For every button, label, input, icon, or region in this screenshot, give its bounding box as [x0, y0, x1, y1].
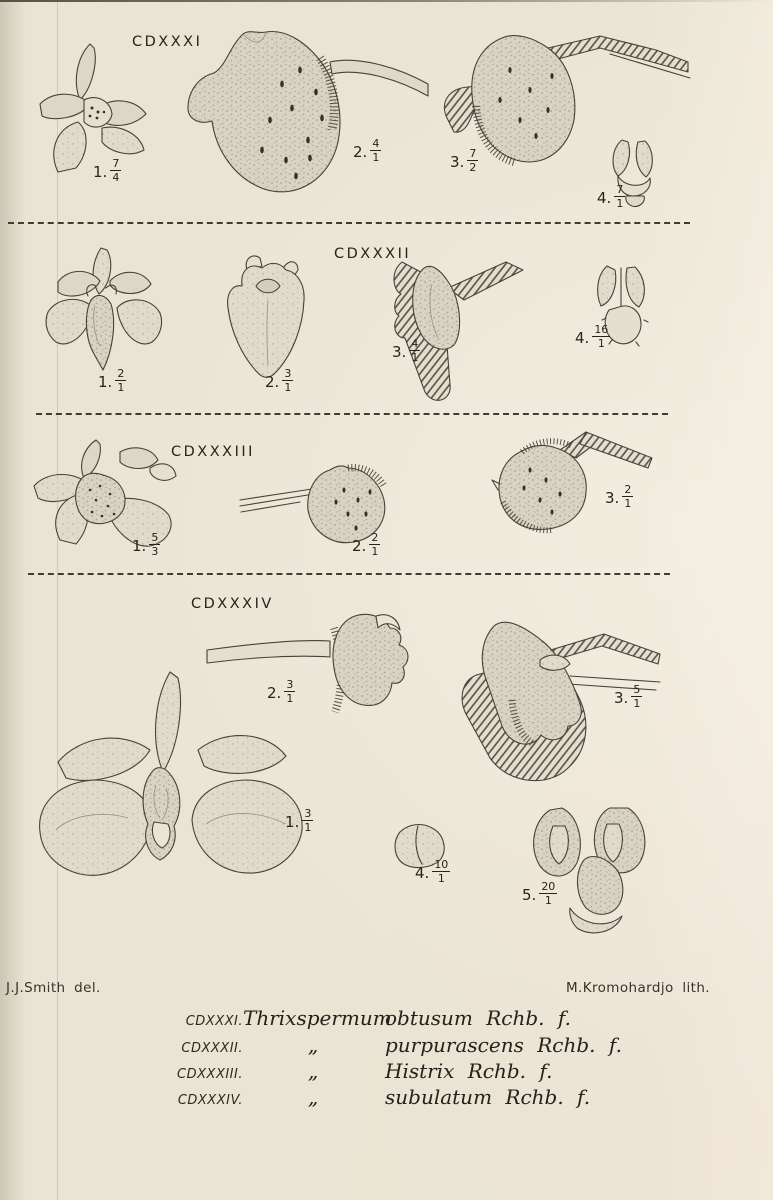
figure-number: 3.	[605, 489, 620, 507]
scale-fraction: $\frac{5}{3}$	[151, 531, 159, 558]
plate-number-cdxxxiii: CDXXXIII	[171, 444, 255, 460]
figure-number: 2.	[352, 537, 367, 555]
scale-fraction: $\frac{20}{1}$	[541, 880, 556, 907]
figure-scale-label	[522, 880, 557, 908]
figure-scale-label	[614, 683, 642, 711]
scale-fraction: $\frac{3}{1}$	[284, 367, 292, 394]
lithographer-credit: M.Kromohardjo lith.	[566, 980, 710, 996]
figure-scale-label	[575, 323, 610, 351]
cdxxxii-fig1-flower-drawing	[46, 248, 162, 370]
cdxxxii-fig2-lip-front-drawing	[228, 256, 304, 377]
figure-scale-label	[93, 157, 121, 185]
caption-plate-number: CDXXXIII.	[177, 1067, 243, 1082]
cdxxxi-fig2-lip-drawing	[188, 32, 428, 192]
plate-number-cdxxxi: CDXXXI	[132, 34, 203, 50]
scale-fraction: $\frac{3}{1}$	[286, 678, 294, 705]
figure-number: 4.	[597, 189, 612, 207]
scale-fraction: $\frac{7}{4}$	[112, 157, 120, 184]
figure-scale-label	[352, 531, 380, 559]
cdxxxiii-fig2-lip-with-stem-drawing	[240, 466, 385, 543]
scale-fraction: $\frac{4}{1}$	[372, 137, 380, 164]
cdxxxi-fig3-lip-section-drawing	[444, 36, 690, 162]
scale-fraction: $\frac{5}{1}$	[633, 683, 641, 710]
caption-plate-number: CDXXXI.	[185, 1014, 243, 1029]
caption-genus: Thrixspermum	[243, 1006, 392, 1030]
figure-number: 5.	[522, 886, 537, 904]
caption-species: Histrix Rchb. f.	[385, 1059, 553, 1083]
figure-number: 4.	[415, 864, 430, 882]
figure-scale-label	[285, 807, 313, 835]
caption-row	[165, 1085, 590, 1109]
figure-scale-label	[597, 183, 625, 211]
artist-credit: J.J.Smith del.	[6, 980, 101, 996]
scale-fraction: $\frac{10}{1}$	[434, 858, 449, 885]
figure-scale-label	[450, 147, 478, 175]
scale-fraction: $\frac{2}{1}$	[371, 531, 379, 558]
figure-number: 3.	[450, 153, 465, 171]
caption-ditto-mark: „	[307, 1059, 319, 1083]
caption-ditto-mark: „	[307, 1033, 319, 1057]
scale-fraction: $\frac{7}{1}$	[616, 183, 624, 210]
figure-scale-label	[98, 367, 126, 395]
section-separator-1	[8, 222, 690, 224]
caption-plate-number: CDXXXIV.	[177, 1093, 243, 1108]
section-separator-3	[28, 573, 670, 575]
figure-number: 1.	[285, 813, 300, 831]
cdxxxiv-fig5-anther-drawing	[534, 808, 645, 933]
figure-number: 1.	[93, 163, 108, 181]
caption-species: subulatum Rchb. f.	[385, 1085, 591, 1109]
figure-number: 3.	[614, 689, 629, 707]
caption-plate-number: CDXXXII.	[181, 1041, 243, 1056]
figure-scale-label	[392, 337, 420, 365]
cdxxxiv-fig2-lip-with-stalk-drawing	[207, 614, 408, 712]
figure-scale-label	[605, 483, 633, 511]
figure-scale-label	[415, 858, 450, 886]
figure-scale-label	[267, 678, 295, 706]
caption-row	[165, 1033, 622, 1057]
figure-number: 2.	[353, 143, 368, 161]
caption-species: purpurascens Rchb. f.	[385, 1033, 622, 1057]
caption-species: obtusum Rchb. f.	[385, 1006, 571, 1030]
cdxxxii-fig3-section-drawing	[394, 262, 523, 400]
caption-row	[165, 1006, 571, 1030]
figure-number: 3.	[392, 343, 407, 361]
cdxxxi-fig1-flower-side-drawing	[40, 44, 146, 172]
figure-scale-label	[265, 367, 293, 395]
scale-fraction: $\frac{16}{1}$	[594, 323, 609, 350]
section-separator-2	[36, 413, 668, 415]
figure-number: 4.	[575, 329, 590, 347]
figure-scale-label	[353, 137, 381, 165]
figure-number: 2.	[265, 373, 280, 391]
figure-number: 1.	[132, 537, 147, 555]
plate-number-cdxxxii: CDXXXII	[334, 246, 412, 262]
figure-number: 1.	[98, 373, 113, 391]
scale-fraction: $\frac{2}{1}$	[624, 483, 632, 510]
scale-fraction: $\frac{7}{2}$	[469, 147, 477, 174]
scale-fraction: $\frac{4}{1}$	[411, 337, 419, 364]
cdxxxiii-fig3-section-drawing	[492, 432, 652, 530]
figure-scale-label	[132, 531, 160, 559]
scale-fraction: $\frac{2}{1}$	[117, 367, 125, 394]
cdxxxiv-fig1-large-flower-drawing	[40, 672, 303, 875]
plate-number-cdxxxiv: CDXXXIV	[191, 596, 274, 612]
figure-number: 2.	[267, 684, 282, 702]
scale-fraction: $\frac{3}{1}$	[304, 807, 312, 834]
caption-row	[165, 1059, 552, 1083]
caption-ditto-mark: „	[307, 1085, 319, 1109]
